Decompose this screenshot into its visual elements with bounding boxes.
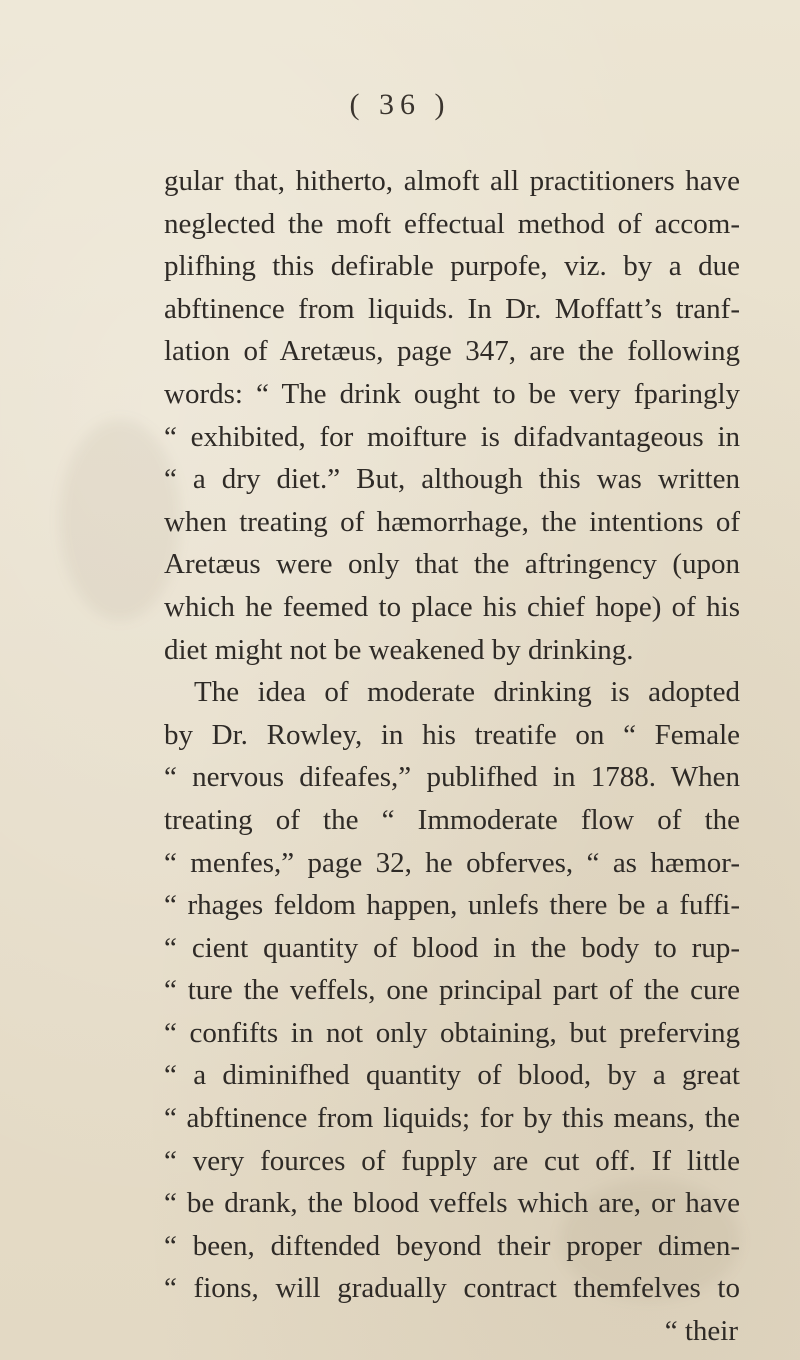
page-number: ( 36 )	[349, 88, 451, 121]
text-line: by Dr. Rowley, in his treatife on “ Female	[164, 718, 740, 751]
text-line: treating of the “ Immoderate flow of the	[164, 803, 740, 836]
paper-stain	[60, 420, 180, 620]
text-line: gular that, hitherto, almoft all practitioners have	[164, 165, 740, 197]
text-line: “ be drank, the blood veffels which are, or have	[164, 1187, 740, 1220]
text-line: “ nervous difeafes,” publifhed in 1788. When	[164, 761, 740, 794]
body-text	[164, 160, 740, 1353]
text-line: “ exhibited, for moifture is difadvantageous in	[164, 420, 740, 453]
text-line: “ menfes,” page 32, he obferves, “ as hæmor-	[164, 846, 740, 879]
text-line: “ cient quantity of blood in the body to rup-	[164, 931, 740, 964]
text-line: which he feemed to place his chief hope) of his	[164, 590, 740, 623]
text-line: “ a diminifhed quantity of blood, by a great	[164, 1059, 740, 1092]
text-line: Aretæus were only that the aftringency (upon	[164, 548, 740, 581]
text-line: “ rhages feldom happen, unlefs there be a fuffi-	[164, 889, 740, 922]
text-line: lation of Aretæus, page 347, are the following	[164, 335, 740, 368]
text-line: “ confifts in not only obtaining, but preferving	[164, 1016, 740, 1049]
text-line: “ very fources of fupply are cut off. If little	[164, 1144, 740, 1177]
text-line: plifhing this defirable purpofe, viz. by a due	[164, 250, 740, 283]
text-line: when treating of hæmorrhage, the intentions of	[164, 505, 740, 538]
catchword: “ their	[664, 1315, 738, 1348]
text-line: The idea of moderate drinking is adopted	[194, 676, 740, 709]
text-line: “ ture the veffels, one principal part of the cure	[164, 974, 740, 1007]
text-line: words: “ The drink ought to be very fparingly	[164, 377, 740, 410]
text-line: “ a dry diet.” But, although this was written	[164, 463, 740, 496]
text-line: “ abftinence from liquids; for by this means, the	[164, 1102, 740, 1135]
text-line: neglected the moft effectual method of accom-	[164, 207, 740, 240]
text-line: abftinence from liquids. In Dr. Moffatt’s tranf-	[164, 292, 740, 325]
text-line: “ fions, will gradually contract themfelves to	[164, 1272, 740, 1305]
text-line: diet might not be weakened by drinking.	[164, 633, 634, 666]
text-line: “ been, diftended beyond their proper dimen-	[164, 1229, 740, 1262]
